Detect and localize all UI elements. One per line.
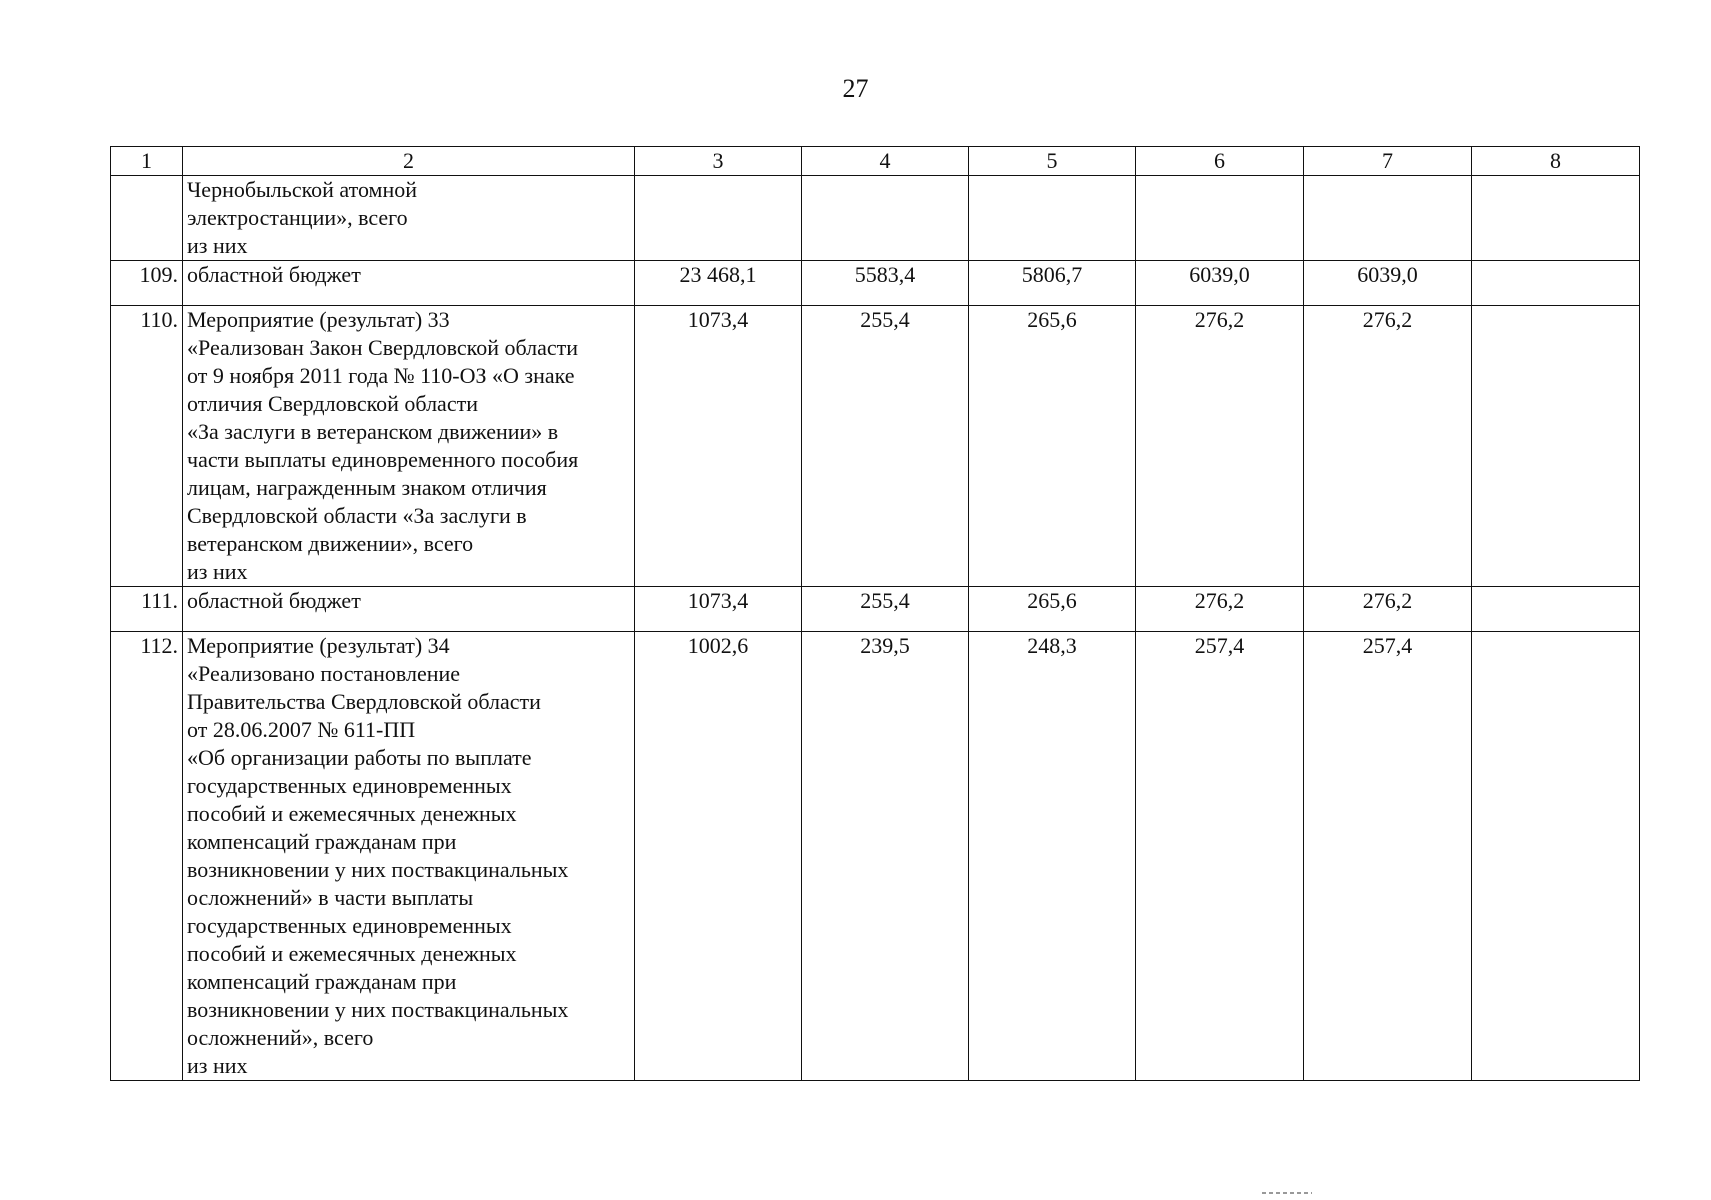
row-description: Мероприятие (результат) 34 «Реализовано постановление Правительства Свердловской области от 28.06.2007 № 611-ПП «Об организации работы по выплате государственных единовременных пособий и ежемесячных денежных компенсаций гражданам при возникновении у них поствакцинальных осложнений» в части выплаты государственных единовременных пособий и ежемесячных денежных компенсаций гражданам при возникновении у них поствакцинальных осложнений», всего из них [183, 632, 635, 1081]
column-header: 6 [1136, 147, 1304, 176]
value-col-3: 1073,4 [635, 306, 802, 587]
row-description: областной бюджет [183, 261, 635, 306]
budget-table [110, 146, 1640, 1081]
value-col-8 [1472, 306, 1640, 587]
value-col-6: 6039,0 [1136, 261, 1304, 306]
value-col-6 [1136, 176, 1304, 261]
value-col-4 [802, 176, 969, 261]
value-col-7 [1304, 176, 1472, 261]
column-header: 8 [1472, 147, 1640, 176]
column-header: 2 [183, 147, 635, 176]
row-description: областной бюджет [183, 587, 635, 632]
value-col-7: 276,2 [1304, 306, 1472, 587]
value-col-6: 257,4 [1136, 632, 1304, 1081]
value-col-4: 255,4 [802, 306, 969, 587]
row-number: 111. [111, 587, 183, 632]
table-row [111, 587, 1640, 632]
value-col-3: 1073,4 [635, 587, 802, 632]
table-row [111, 261, 1640, 306]
table-row [111, 632, 1640, 1081]
value-col-3 [635, 176, 802, 261]
row-description: Мероприятие (результат) 33 «Реализован Закон Свердловской области от 9 ноября 2011 года № 110-ОЗ «О знаке отличия Свердловской области «За заслуги в ветеранском движении» в части выплаты единовременного пособия лицам, награжденным знаком отличия Свердловской области «За заслуги в ветеранском движении», всего из них [183, 306, 635, 587]
column-header: 4 [802, 147, 969, 176]
column-header: 5 [969, 147, 1136, 176]
row-number: 112. [111, 632, 183, 1081]
value-col-8 [1472, 261, 1640, 306]
column-header: 3 [635, 147, 802, 176]
value-col-7: 257,4 [1304, 632, 1472, 1081]
row-description: Чернобыльской атомной электростанции», всего из них [183, 176, 635, 261]
row-number: 110. [111, 306, 183, 587]
value-col-5: 265,6 [969, 306, 1136, 587]
row-number: 109. [111, 261, 183, 306]
column-header: 7 [1304, 147, 1472, 176]
value-col-7: 6039,0 [1304, 261, 1472, 306]
table-row [111, 176, 1640, 261]
value-col-8 [1472, 587, 1640, 632]
value-col-3: 23 468,1 [635, 261, 802, 306]
table-row [111, 306, 1640, 587]
value-col-8 [1472, 176, 1640, 261]
value-col-4: 5583,4 [802, 261, 969, 306]
value-col-5: 265,6 [969, 587, 1136, 632]
column-header: 1 [111, 147, 183, 176]
value-col-5: 248,3 [969, 632, 1136, 1081]
value-col-6: 276,2 [1136, 306, 1304, 587]
value-col-3: 1002,6 [635, 632, 802, 1081]
value-col-6: 276,2 [1136, 587, 1304, 632]
value-col-5 [969, 176, 1136, 261]
value-col-8 [1472, 632, 1640, 1081]
value-col-5: 5806,7 [969, 261, 1136, 306]
table-header-row [111, 147, 1640, 176]
value-col-4: 255,4 [802, 587, 969, 632]
page-number: 27 [842, 74, 869, 103]
row-number [111, 176, 183, 261]
value-col-4: 239,5 [802, 632, 969, 1081]
value-col-7: 276,2 [1304, 587, 1472, 632]
scan-artifact [1262, 1192, 1312, 1194]
